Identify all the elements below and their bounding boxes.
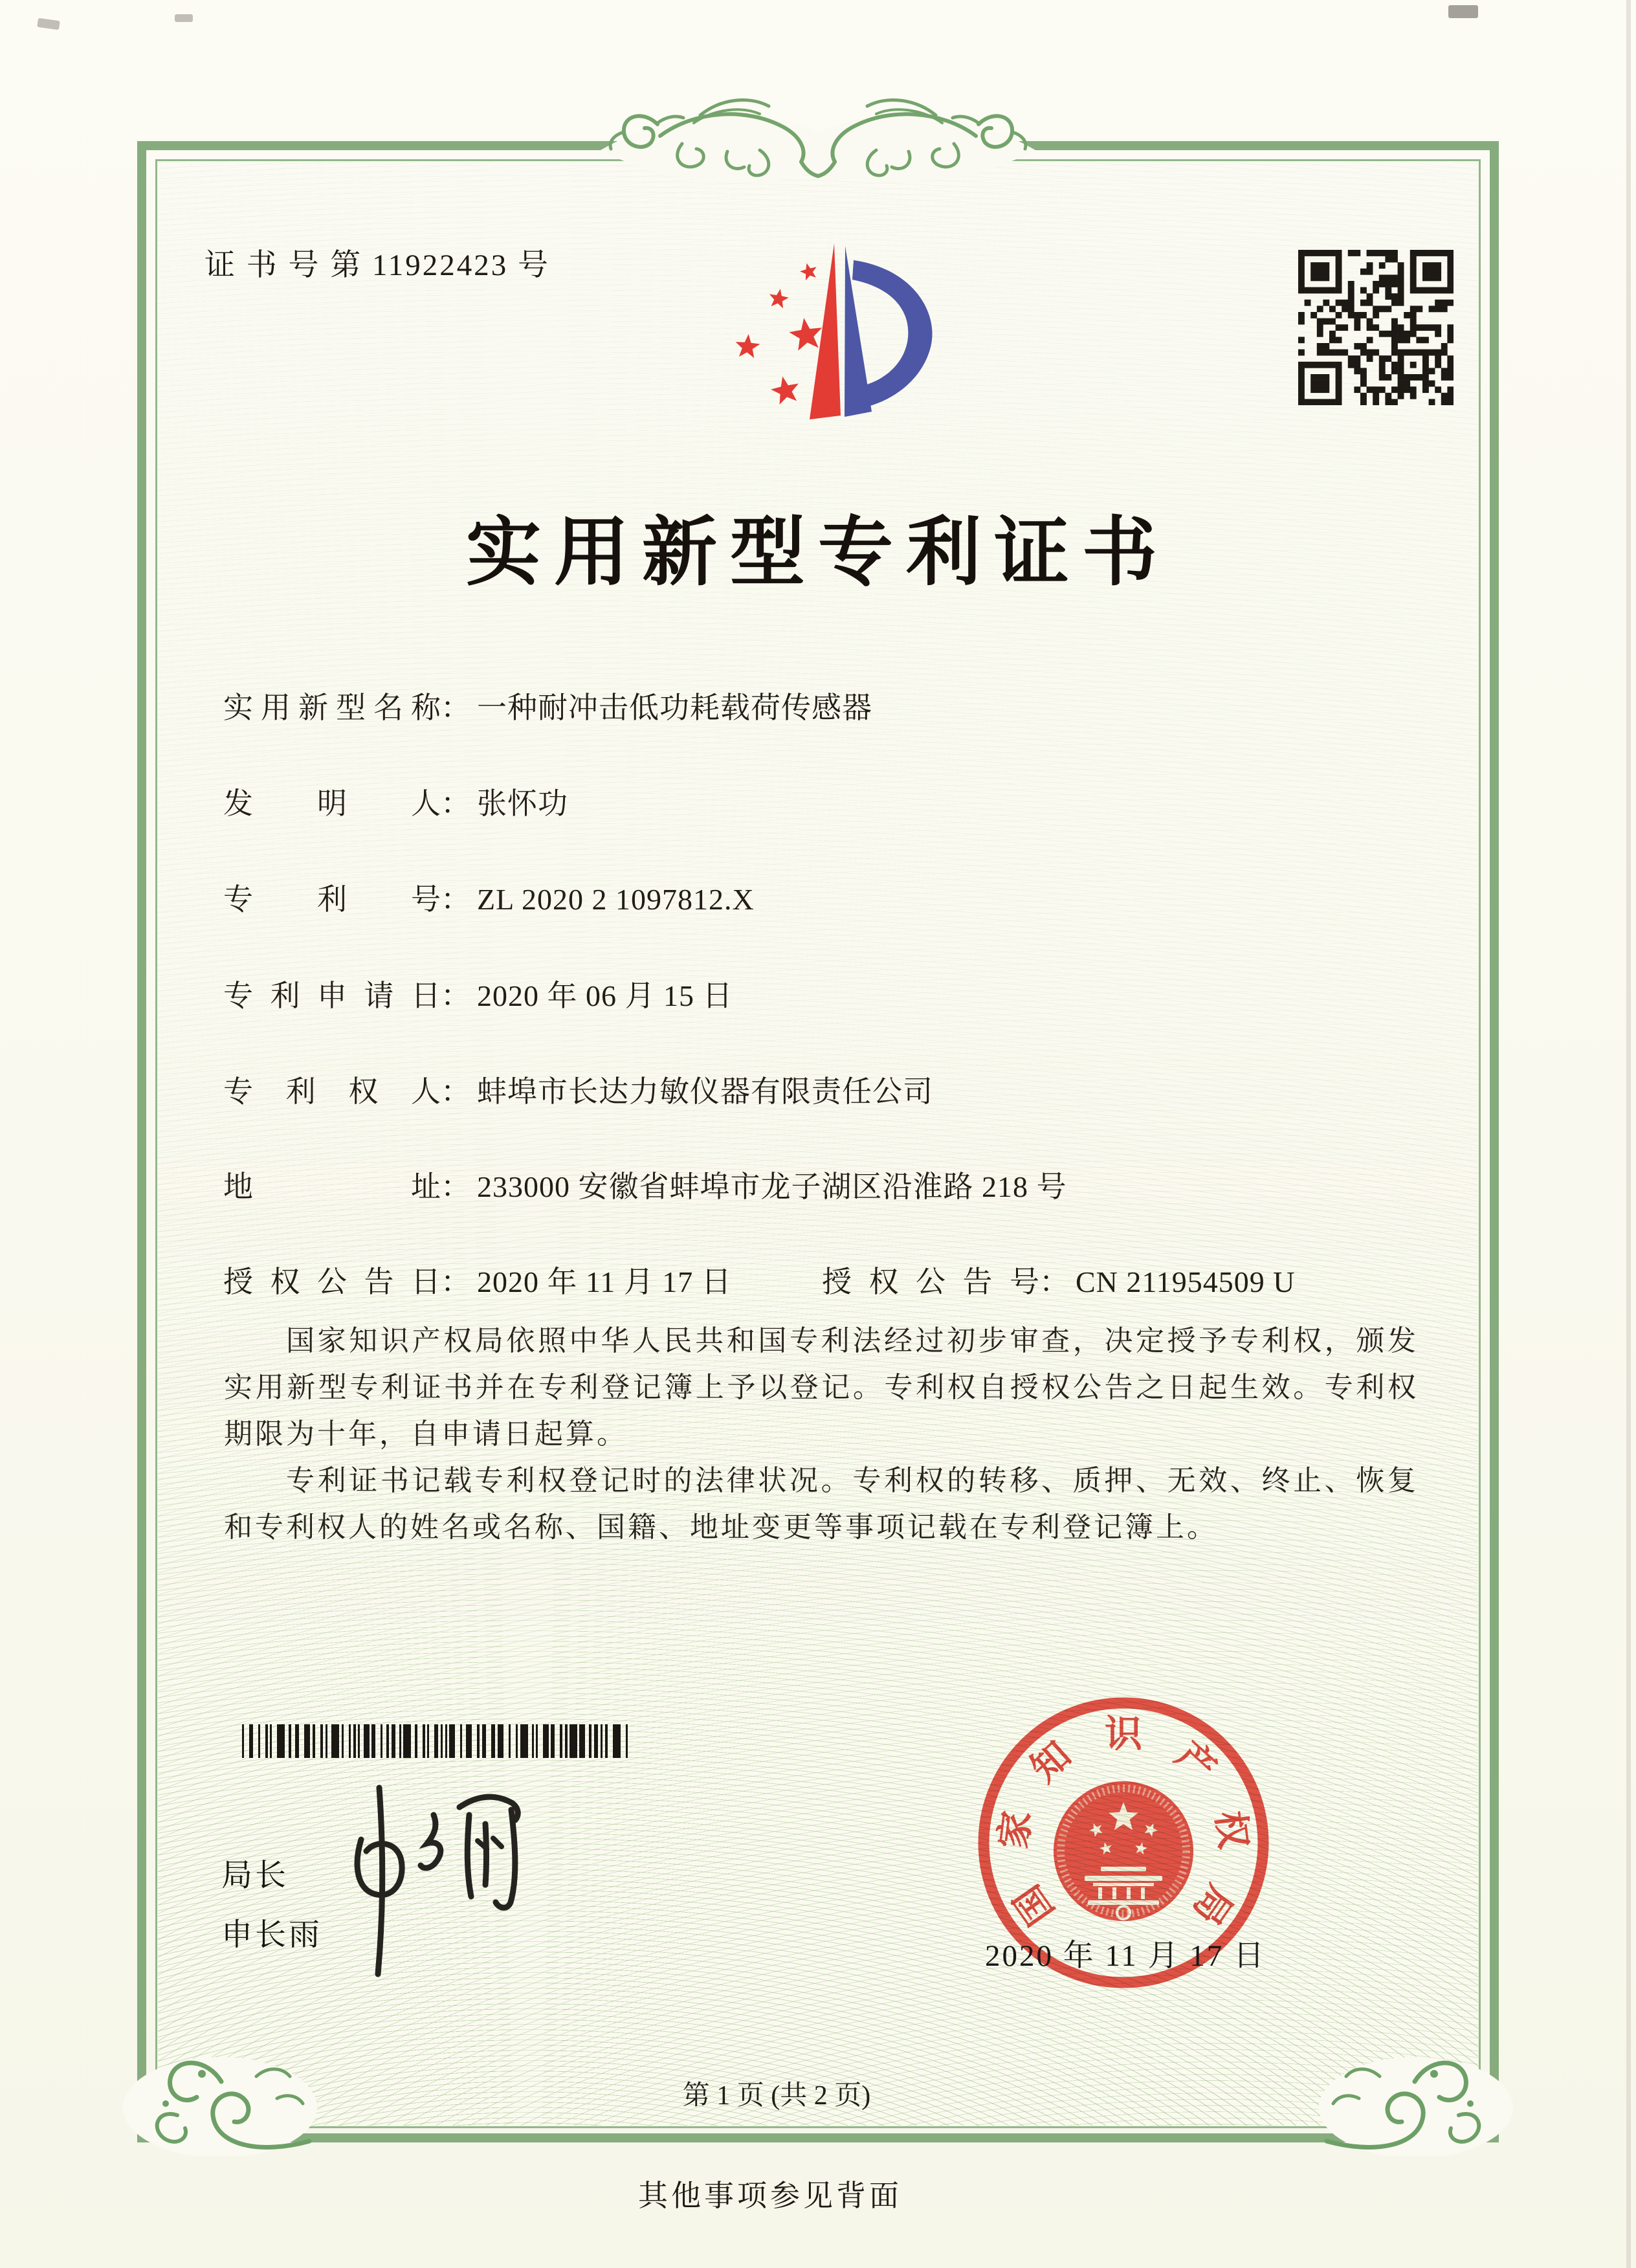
cnipa-logo (707, 233, 943, 430)
field-value: 2020 年 06 月 15 日 (477, 979, 733, 1012)
field-row-patentee (223, 1068, 933, 1111)
field-value: CN 211954509 U (1076, 1265, 1296, 1298)
field-label: 地址 (223, 1170, 441, 1203)
field-colon: ： (1039, 1265, 1069, 1298)
seal-char: 局 (1184, 1877, 1241, 1933)
legal-text (224, 1318, 1419, 1551)
scan-artifact (1448, 5, 1478, 18)
logo-blue-bowl (852, 260, 933, 408)
star-icon (736, 263, 823, 405)
director-signature (322, 1775, 529, 1988)
field-row-address (223, 1163, 1067, 1206)
seal-date: 2020 年 11 月 17 日 (984, 1939, 1266, 1973)
field-colon: ： (441, 691, 470, 724)
seal-char: 国 (1006, 1877, 1063, 1933)
national-emblem (1054, 1781, 1193, 1921)
field-colon: ： (441, 787, 470, 820)
field-label: 发明人 (223, 787, 441, 820)
field-row-patent-number (223, 876, 755, 918)
field-value: ZL 2020 2 1097812.X (477, 883, 755, 916)
page-title: 实用新型专利证书 (466, 512, 1170, 595)
field-label: 专利申请日 (223, 979, 441, 1012)
field-row-invention-name (223, 684, 872, 727)
field-value: 张怀功 (477, 787, 568, 820)
seal-char: 家 (992, 1808, 1039, 1851)
field-label: 实用新型名称 (223, 691, 441, 724)
field-label: 专利号 (223, 883, 441, 916)
field-row-grant (223, 1258, 1417, 1301)
officer-title: 局长 (221, 1858, 289, 1893)
seal-char: 权 (1208, 1808, 1255, 1851)
field-value: 233000 安徽省蚌埠市龙子湖区沿淮路 218 号 (477, 1170, 1067, 1203)
field-label: 授权公告号 (822, 1265, 1039, 1298)
field-value: 蚌埠市长达力敏仪器有限责任公司 (477, 1075, 933, 1108)
field-row-inventor (223, 780, 568, 823)
grant-number-group (822, 1258, 1295, 1301)
field-colon: ： (441, 1170, 470, 1203)
field-label: 专利权人 (223, 1075, 441, 1108)
scan-artifact (175, 14, 193, 22)
qr-code (1298, 250, 1454, 405)
field-colon: ： (441, 1075, 470, 1108)
field-colon: ： (441, 979, 470, 1012)
field-colon: ： (441, 1265, 470, 1298)
field-value: 2020 年 11 月 17 日 (477, 1265, 732, 1298)
page-number: 第 1 页 (共 2 页) (682, 2081, 871, 2111)
legal-paragraph: 专利证书记载专利权登记时的法律状况。专利权的转移、质押、无效、终止、恢复和专利权人的姓名或名称、国籍、地址变更等事项记载在专利登记簿上。 (224, 1465, 1419, 1543)
seal-char: 知 (1022, 1733, 1079, 1790)
certificate-number: 证 书 号 第 11922423 号 (204, 249, 551, 282)
barcode (242, 1724, 636, 1758)
field-value: 一种耐冲击低功耗载荷传感器 (477, 691, 872, 724)
back-note: 其他事项参见背面 (638, 2179, 902, 2212)
officer-name: 申长雨 (221, 1918, 323, 1952)
field-colon: ： (441, 883, 470, 916)
seal-char: 产 (1167, 1733, 1224, 1790)
field-row-filing-date (223, 972, 733, 1015)
seal-char: 识 (1104, 1713, 1143, 1755)
scan-artifact (1626, 0, 1631, 2268)
legal-paragraph: 国家知识产权局依照中华人民共和国专利法经过初步审查，决定授予专利权，颁发实用新型专利证书并在专利登记簿上予以登记。专利权自授权公告之日起生效。专利权期限为十年，自申请日起算。 (224, 1325, 1419, 1450)
scan-artifact (37, 18, 60, 30)
field-label: 授权公告日 (223, 1265, 441, 1298)
